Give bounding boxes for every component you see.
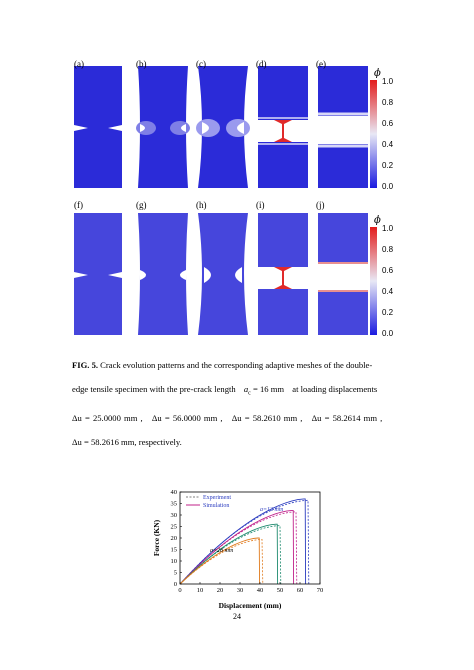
figure-caption	[72, 359, 412, 448]
cbar-bottom-tick: 0.0	[382, 329, 394, 338]
specimen-j	[314, 200, 372, 337]
y-tick-label: 5	[173, 569, 177, 577]
y-tick-label: 40	[170, 489, 177, 497]
x-tick-label: 70	[316, 587, 324, 594]
colorbar-top-svg	[368, 66, 408, 192]
colorbar-top-symbol: ϕ	[374, 68, 381, 79]
cbar-bottom-tick: 0.8	[382, 245, 394, 254]
panel-label-g: (g)	[136, 200, 147, 210]
cbar-top-tick: 1.0	[382, 77, 394, 86]
specimen-h	[194, 200, 252, 337]
panel-label-i: (i)	[256, 200, 265, 210]
x-tick-label: 50	[276, 587, 284, 594]
panel-e	[314, 59, 372, 190]
panel-g	[134, 200, 192, 337]
caption-disp-2: Δu = 56.0000 mm ,	[151, 412, 223, 423]
caption-line-2	[72, 383, 412, 400]
caption-disp-3: Δu = 58.2610 mm ,	[231, 412, 303, 423]
y-tick-label: 35	[170, 500, 177, 508]
caption-disp-1: Δu = 25.0000 mm ,	[72, 412, 143, 423]
y-tick-label: 20	[170, 535, 177, 543]
cbar-bottom-tick: 1.0	[382, 224, 394, 233]
colorbar-bottom-symbol: ϕ	[374, 215, 381, 226]
panel-i	[254, 200, 312, 337]
legend	[186, 495, 231, 509]
y-tick-label: 15	[170, 546, 177, 554]
experiment-curve	[180, 526, 281, 584]
annotation-a12: a=12 mm	[260, 507, 284, 513]
panel-label-f: (f)	[74, 200, 83, 210]
caption-text-2a: edge tensile specimen with the pre-crack length	[72, 384, 236, 394]
specimen-i	[254, 200, 312, 337]
legend-experiment: Experiment	[203, 495, 231, 501]
specimen-e	[314, 59, 372, 190]
cbar-top-tick: 0.2	[382, 161, 394, 170]
plot-frame	[180, 492, 320, 584]
caption-text-4: Δu = 58.2616 mm, respectively.	[72, 436, 182, 447]
x-tick-label: 0	[178, 587, 182, 594]
x-tick-label: 20	[216, 587, 224, 594]
specimen-f	[72, 200, 124, 337]
cbar-top-tick: 0.8	[382, 98, 394, 107]
caption-line-3	[72, 412, 412, 424]
panel-d	[254, 59, 312, 190]
caption-line-4	[72, 436, 412, 448]
y-tick-label: 25	[170, 523, 177, 531]
panel-f	[72, 200, 124, 337]
y-axis-label: Force (KN)	[152, 519, 161, 557]
panel-label-j: (j)	[316, 200, 325, 210]
y-tick-label: 30	[170, 512, 177, 520]
colorbar-bottom-svg	[368, 213, 408, 339]
y-tick-label: 0	[173, 581, 177, 589]
caption-var-a: a	[243, 384, 249, 394]
caption-disp-4: Δu = 58.2614 mm ,	[311, 412, 383, 423]
panel-b	[134, 59, 192, 190]
cbar-top-tick: 0.6	[382, 119, 394, 128]
colorbar-bottom	[368, 213, 408, 339]
x-tick-label: 60	[296, 587, 304, 594]
legend-simulation: Simulation	[203, 503, 230, 509]
specimen-c	[194, 59, 252, 190]
caption-value: = 16 mm	[250, 384, 285, 394]
simulation-curve	[180, 510, 294, 584]
cbar-top-tick: 0.4	[382, 140, 394, 149]
cbar-bottom-tick: 0.6	[382, 266, 394, 275]
specimen-b	[134, 59, 192, 190]
panel-h	[194, 200, 252, 337]
specimen-g	[134, 200, 192, 337]
caption-text-2b: at loading displacements	[292, 384, 378, 394]
x-tick-label: 40	[256, 587, 264, 594]
x-tick-label: 10	[196, 587, 204, 594]
panel-j	[314, 200, 372, 337]
force-displacement-chart	[150, 484, 330, 612]
cbar-bottom-tick: 0.4	[382, 287, 394, 296]
specimen-d	[254, 59, 312, 190]
cbar-bottom-tick: 0.2	[382, 308, 394, 317]
panel-label-c: (c)	[196, 59, 206, 69]
caption-fig-label: FIG. 5.	[72, 360, 99, 370]
cbar-top-tick: 0.0	[382, 182, 394, 191]
panel-a	[72, 59, 124, 190]
experiment-curve	[180, 500, 309, 584]
x-axis-label: Displacement (mm)	[218, 601, 282, 610]
panel-label-a: (a)	[74, 59, 84, 69]
page-number: 24	[233, 612, 241, 621]
specimen-a	[72, 59, 124, 190]
caption-line-1	[72, 359, 412, 371]
caption-var-sub: c	[248, 390, 251, 397]
colorbar-top	[368, 66, 408, 192]
panel-c	[194, 59, 252, 190]
panel-label-d: (d)	[256, 59, 267, 69]
caption-text-1: Crack evolution patterns and the corresponding adaptive meshes of the double-	[98, 360, 373, 370]
panel-label-h: (h)	[196, 200, 207, 210]
y-tick-label: 10	[170, 558, 177, 566]
x-tick-label: 30	[236, 587, 244, 594]
annotation-a28: a=28 mm	[210, 548, 234, 554]
panel-label-b: (b)	[136, 59, 147, 69]
experiment-curve	[180, 512, 297, 584]
chart-svg	[150, 484, 330, 612]
panel-label-e: (e)	[316, 59, 326, 69]
